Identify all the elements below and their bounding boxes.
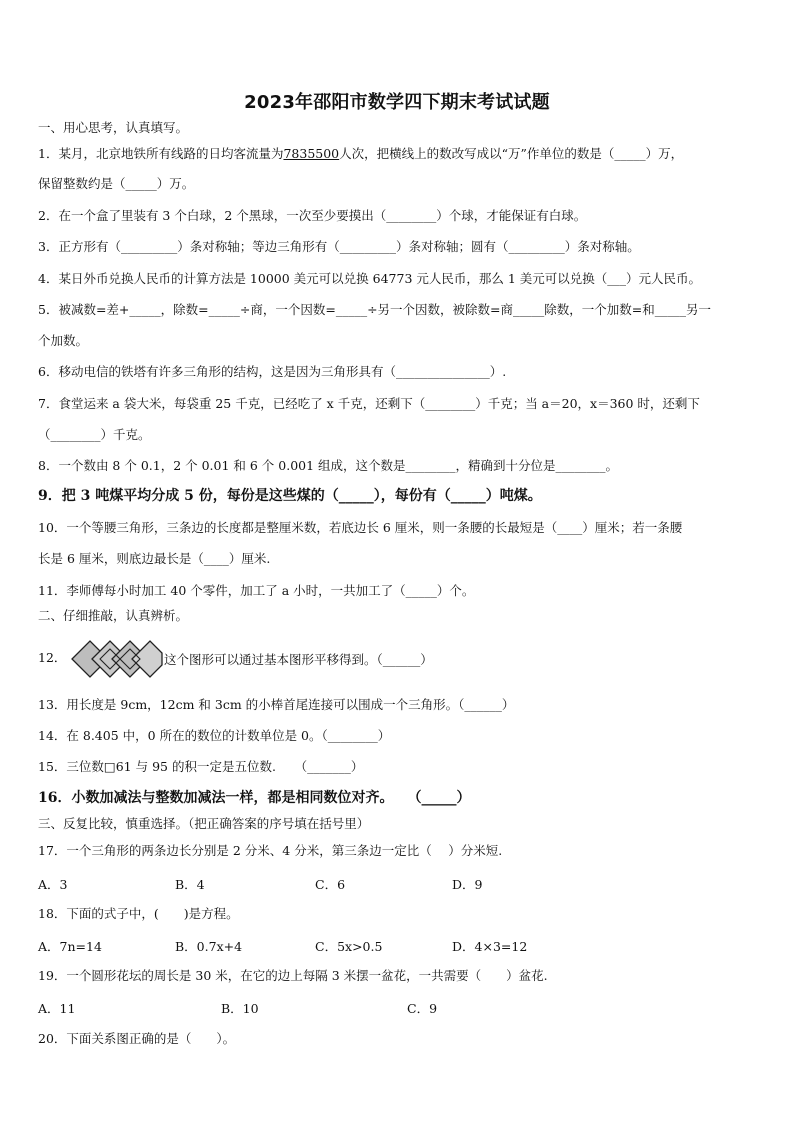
- option-b[interactable]: B．10: [221, 1001, 259, 1016]
- section-1-heading: 一、用心思考，认真填写。: [38, 120, 189, 135]
- question-1-line-1: [38, 146, 758, 162]
- question-17-options: [38, 875, 758, 891]
- question-18-options: [38, 937, 758, 953]
- question-18-stem: 18．下面的式子中，( )是方程。: [38, 906, 239, 921]
- question-10-line-1: 10．一个等腰三角形，三条边的长度都是整厘米数，若底边长 6 厘米，则一条腰的长最短是（____）厘米；若一条腰: [38, 520, 683, 535]
- section-3-heading: 三、反复比较，慎重选择。（把正确答案的序号填在括号里）: [38, 816, 370, 831]
- question-15: 15．三位数□61 与 95 的积一定是五位数. （_______）: [38, 759, 364, 774]
- question-20: 20．下面关系图正确的是（ ）。: [38, 1031, 236, 1046]
- diamond-pattern-figure: [70, 640, 164, 678]
- question-11: 11．李师傅每小时加工 40 个零件，加工了 a 小时，一共加工了（_____）个。: [38, 583, 475, 598]
- question-2: 2．在一个盒了里装有 3 个白球，2 个黑球，一次至少要摸出（________）个球，才能保证有白球。: [38, 208, 587, 223]
- question-6: 6．移动电信的铁塔有许多三角形的结构，这是因为三角形具有（_______________）.: [38, 364, 507, 379]
- question-7-line-2: （________）千克。: [38, 427, 151, 442]
- question-19-options: [38, 999, 758, 1015]
- option-b[interactable]: B．0.7x+4: [175, 939, 243, 954]
- option-c[interactable]: C．5x>0.5: [315, 939, 383, 954]
- q1-text-a: 1．某月，北京地铁所有线路的日均客流量为: [38, 146, 284, 161]
- question-19-stem: 19．一个圆形花坛的周长是 30 米，在它的边上每隔 3 米摆一盆花，一共需要（ ）盆花.: [38, 968, 548, 983]
- question-12-text: 这个图形可以通过基本图形平移得到。（______）: [164, 652, 433, 667]
- page-title: 2023年邵阳市数学四下期末考试试题: [244, 92, 550, 113]
- option-a[interactable]: A．11: [38, 1001, 76, 1016]
- question-8: 8．一个数由 8 个 0.1，2 个 0.01 和 6 个 0.001 组成，这个数是________，精确到十分位是________。: [38, 458, 619, 473]
- question-12-number: 12．: [38, 650, 67, 665]
- option-c[interactable]: C．6: [315, 877, 346, 892]
- question-5-line-2: 个加数。: [38, 333, 89, 348]
- question-13: 13．用长度是 9cm，12cm 和 3cm 的小棒首尾连接可以围成一个三角形。（______）: [38, 697, 515, 712]
- option-a[interactable]: A．7n=14: [38, 939, 102, 954]
- question-10-line-2: 长是 6 厘米，则底边最长是（____）厘米.: [38, 551, 271, 566]
- question-14: 14．在 8.405 中，0 所在的数位的计数单位是 0。（________）: [38, 728, 391, 743]
- question-4: 4．某日外币兑换人民币的计算方法是 10000 美元可以兑换 64773 元人民币，那么 1 美元可以兑换（___）元人民币。: [38, 271, 702, 286]
- question-16: 16．小数加减法与整数加减法一样，都是相同数位对齐。 （_____）: [38, 790, 471, 806]
- option-d[interactable]: D．9: [452, 877, 483, 892]
- section-2-heading: 二、仔细推敲，认真辨析。: [38, 608, 189, 623]
- option-a[interactable]: A．3: [38, 877, 68, 892]
- option-b[interactable]: B．4: [175, 877, 205, 892]
- q1-text-b: 人次，把横线上的数改写成以“万”作单位的数是（_____）万，: [339, 146, 684, 161]
- question-7-line-1: 7．食堂运来 a 袋大米，每袋重 25 千克，已经吃了 x 千克，还剩下（________）千克；当 a＝20，x＝360 时，还剩下: [38, 396, 700, 411]
- question-17-stem: 17．一个三角形的两条边长分别是 2 分米、4 分米，第三条边一定比（ ）分米短.: [38, 843, 503, 858]
- question-9: 9．把 3 吨煤平均分成 5 份，每份是这些煤的（_____），每份有（_____）吨煤。: [38, 488, 542, 504]
- option-c[interactable]: C．9: [407, 1001, 438, 1016]
- question-5-line-1: 5．被减数=差+_____，除数=_____÷商，一个因数=_____÷另一个因数，被除数=商_____除数，一个加数=和_____另一: [38, 302, 711, 317]
- question-1-line-2: 保留整数约是（_____）万。: [38, 176, 195, 191]
- question-3: 3．正方形有（_________）条对称轴；等边三角形有（_________）条对称轴；圆有（_________）条对称轴。: [38, 239, 640, 254]
- option-d[interactable]: D．4×3=12: [452, 939, 528, 954]
- q1-number: 7835500: [283, 146, 340, 161]
